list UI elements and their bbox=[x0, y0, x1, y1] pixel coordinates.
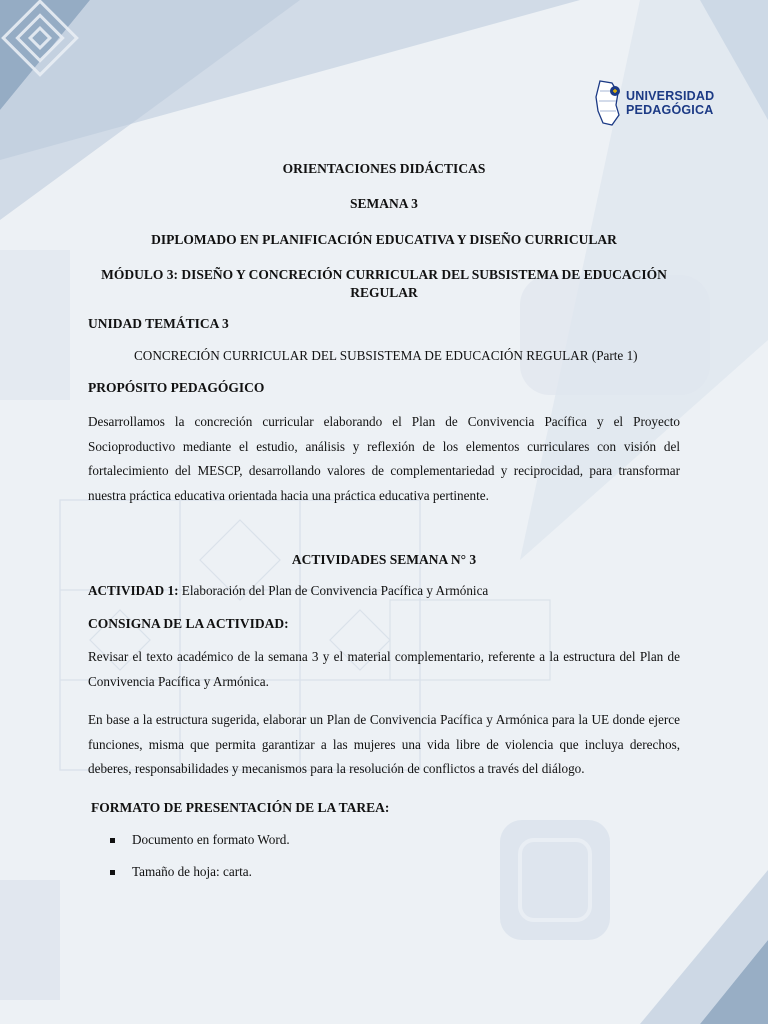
module-heading-line1: MÓDULO 3: DISEÑO Y CONCRECIÓN CURRICULAR DEL SUBSISTEMA DE EDUCACIÓN bbox=[101, 267, 667, 282]
logo-line1: UNIVERSIDAD bbox=[626, 88, 715, 103]
purpose-heading: PROPÓSITO PEDAGÓGICO bbox=[88, 380, 265, 395]
consigna-paragraph-1: Revisar el texto académico de la semana 3 y el material complementario, referente a la estructura del Plan de Convivencia Pacífica y Armónica. bbox=[88, 649, 680, 689]
diploma-heading: DIPLOMADO EN PLANIFICACIÓN EDUCATIVA Y DISEÑO CURRICULAR bbox=[151, 232, 617, 247]
activity1-line bbox=[88, 583, 488, 599]
format-item-text: Documento en formato Word. bbox=[132, 832, 290, 847]
bullet-icon bbox=[110, 870, 115, 875]
activities-heading: ACTIVIDADES SEMANA N° 3 bbox=[291, 552, 477, 567]
consigna-paragraph-2: En base a la estructura sugerida, elaborar un Plan de Convivencia Pacífica y Armónica para la UE donde ejerce funciones, misma que permita garantizar a las mujeres una vida libre de violencia que incluya derechos, deberes, responsabilidades y mecanismos para la resolución de conflictos a través del diálogo. bbox=[88, 712, 680, 776]
unit-heading: UNIDAD TEMÁTICA 3 bbox=[88, 316, 229, 331]
logo-line2: PEDAGÓGICA bbox=[626, 103, 714, 117]
format-item-text: Tamaño de hoja: carta. bbox=[132, 864, 252, 879]
module-heading-line2: REGULAR bbox=[350, 285, 418, 300]
list-item bbox=[110, 832, 290, 848]
bolivia-map-icon bbox=[594, 79, 620, 127]
bullet-icon bbox=[110, 838, 115, 843]
consigna-heading: CONSIGNA DE LA ACTIVIDAD: bbox=[88, 616, 289, 631]
list-item bbox=[110, 864, 252, 880]
doc-title: ORIENTACIONES DIDÁCTICAS bbox=[282, 161, 486, 176]
activity1-text: Elaboración del Plan de Convivencia Pacífica y Armónica bbox=[178, 583, 489, 598]
unit-title: CONCRECIÓN CURRICULAR DEL SUBSISTEMA DE EDUCACIÓN REGULAR (Parte 1) bbox=[134, 348, 638, 363]
week-heading: SEMANA 3 bbox=[350, 196, 418, 211]
format-heading: FORMATO DE PRESENTACIÓN DE LA TAREA: bbox=[91, 800, 390, 815]
purpose-paragraph: Desarrollamos la concreción curricular elaborando el Plan de Convivencia Pacífica y el Proyecto Socioproductivo mediante el estudio, análisis y reflexión de los elementos curriculares con visión del fortalecimiento del MESCP, desarrollando valores de complementariedad y reciprocidad, para transformar nuestra práctica educativa orientada hacia una práctica educativa pertinente. bbox=[88, 414, 680, 503]
university-logo bbox=[594, 78, 734, 128]
activity1-label: ACTIVIDAD 1: bbox=[88, 583, 179, 598]
